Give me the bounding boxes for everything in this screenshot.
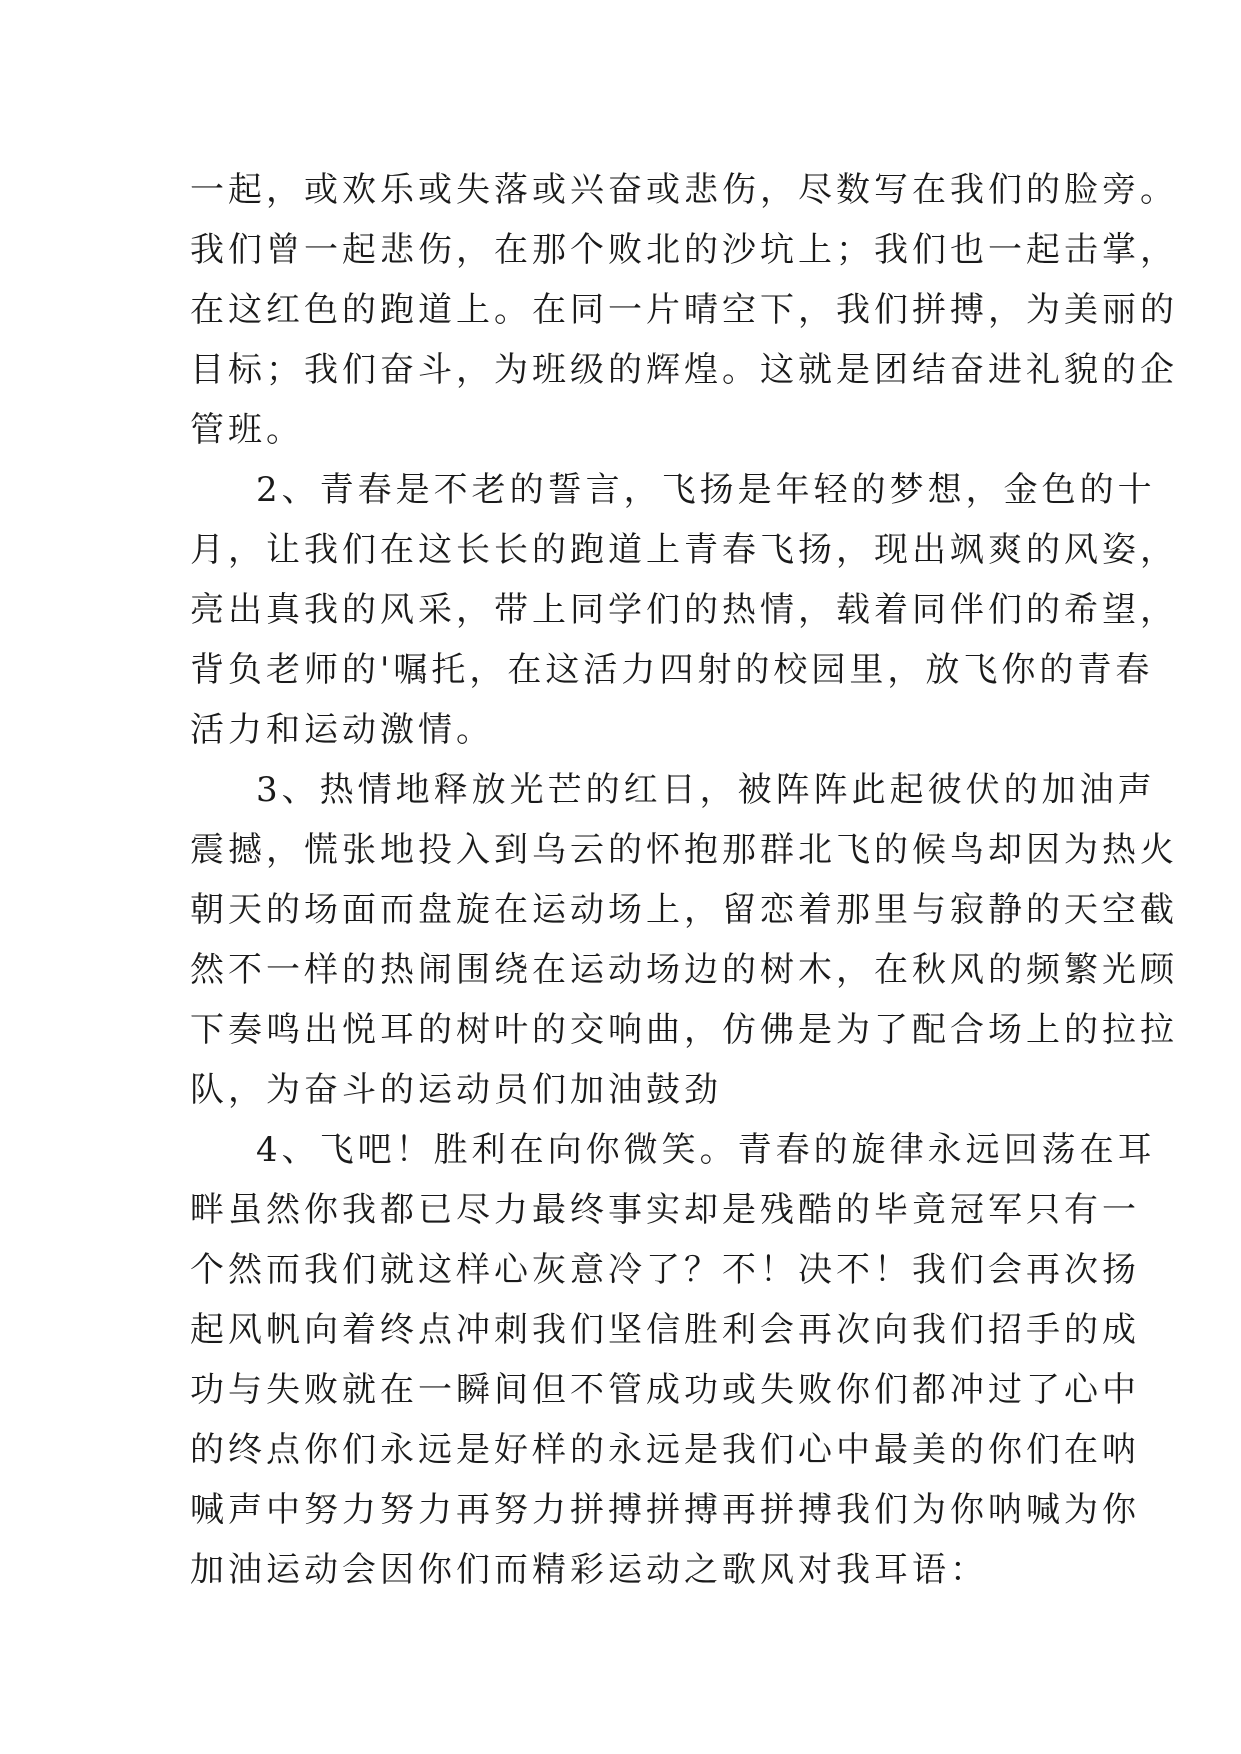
paragraph-start-line: 3、热情地释放光芒的红日，被阵阵此起彼伏的加油声 — [256, 770, 1156, 810]
text-line: 然不一样的热闹围绕在运动场边的树木，在秋风的频繁光顾 — [190, 950, 1178, 990]
text-line: 的终点你们永远是好样的永远是我们心中最美的你们在呐 — [190, 1430, 1140, 1470]
text-line: 月，让我们在这长长的跑道上青春飞扬，现出飒爽的风姿， — [190, 530, 1178, 570]
text-line: 下奏鸣出悦耳的树叶的交响曲，仿佛是为了配合场上的拉拉 — [190, 1010, 1178, 1050]
text-line: 亮出真我的风采，带上同学们的热情，载着同伴们的希望， — [190, 590, 1178, 630]
text-line: 畔虽然你我都已尽力最终事实却是残酷的毕竟冠军只有一 — [190, 1190, 1140, 1230]
text-line: 我们曾一起悲伤，在那个败北的沙坑上；我们也一起击掌， — [190, 230, 1178, 270]
paragraph-start-line: 4、飞吧！胜利在向你微笑。青春的旋律永远回荡在耳 — [256, 1130, 1156, 1170]
text-line: 喊声中努力努力再努力拼搏拼搏再拼搏我们为你呐喊为你 — [190, 1490, 1140, 1530]
text-line: 起风帆向着终点冲刺我们坚信胜利会再次向我们招手的成 — [190, 1310, 1140, 1350]
text-line: 功与失败就在一瞬间但不管成功或失败你们都冲过了心中 — [190, 1370, 1140, 1410]
text-line: 管班。 — [190, 410, 304, 450]
text-line: 活力和运动激情。 — [190, 710, 494, 750]
text-line: 队，为奋斗的运动员们加油鼓劲 — [190, 1070, 722, 1110]
text-line: 个然而我们就这样心灰意冷了？不！决不！我们会再次扬 — [190, 1250, 1140, 1290]
paragraph-start-line: 2、青春是不老的誓言，飞扬是年轻的梦想，金色的十 — [256, 470, 1156, 510]
text-line: 目标；我们奋斗，为班级的辉煌。这就是团结奋进礼貌的企 — [190, 350, 1178, 390]
text-line: 背负老师的'嘱托，在这活力四射的校园里，放飞你的青春 — [190, 650, 1154, 690]
text-line: 加油运动会因你们而精彩运动之歌风对我耳语： — [190, 1550, 988, 1590]
body-text — [190, 160, 1178, 1600]
text-line: 一起，或欢乐或失落或兴奋或悲伤，尽数写在我们的脸旁。 — [190, 170, 1178, 210]
text-line: 朝天的场面而盘旋在运动场上，留恋着那里与寂静的天空截 — [190, 890, 1178, 930]
text-line: 在这红色的跑道上。在同一片晴空下，我们拼搏，为美丽的 — [190, 290, 1178, 330]
text-line: 震撼，慌张地投入到乌云的怀抱那群北飞的候鸟却因为热火 — [190, 830, 1178, 870]
